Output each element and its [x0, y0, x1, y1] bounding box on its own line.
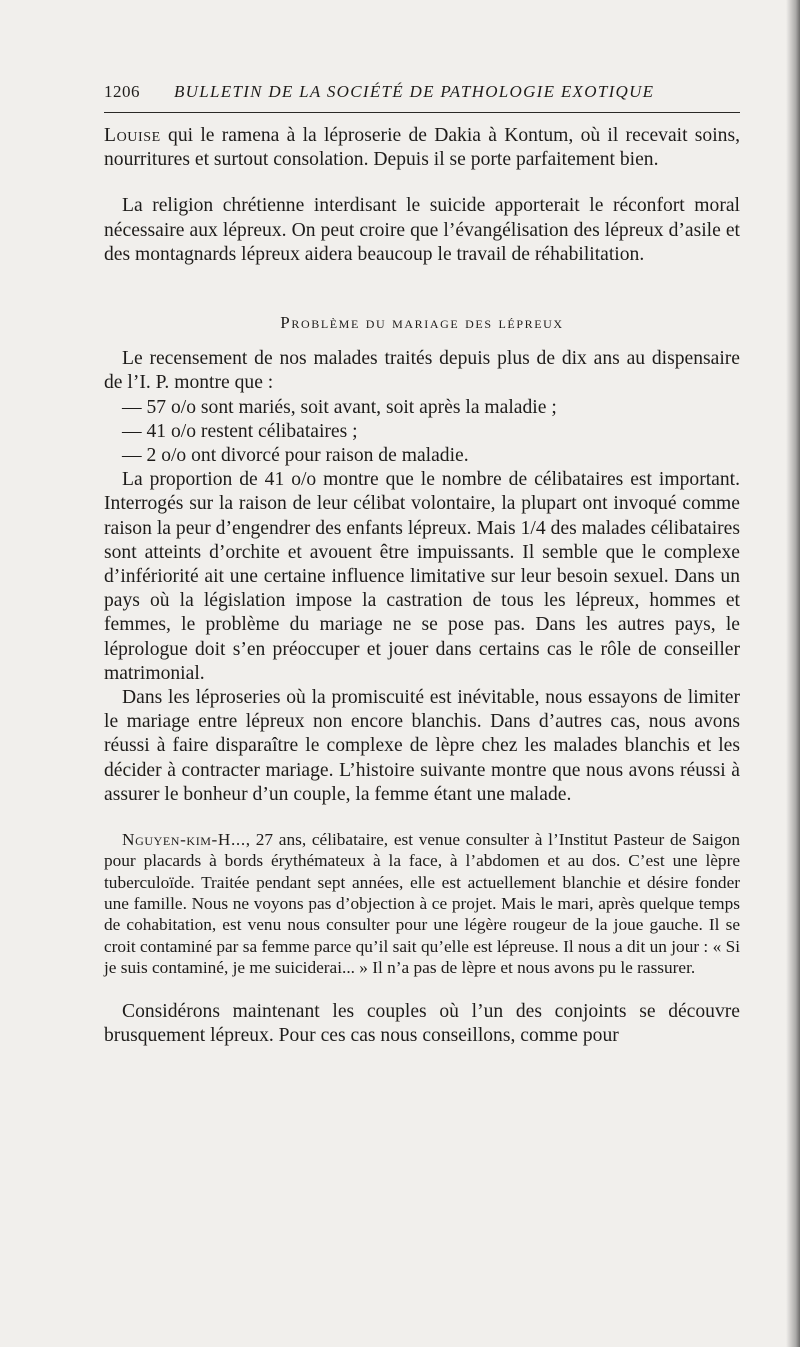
- running-header: [104, 80, 740, 106]
- header-rule: [104, 112, 740, 113]
- page-edge-shadow: [786, 0, 800, 1347]
- paragraph-census: Le recensement de nos malades traités depuis plus de dix ans au dispensaire de l’I. P. montre que :: [104, 348, 740, 394]
- paragraph-leproseries: Dans les léproseries où la promiscuité est inévitable, nous essayons de limiter le mariage entre lépreux non encore blanchis. Dans d’autres cas, nous avons réussi à faire disparaître le complexe de lèpre chez les malades blanchis et les décider à contracter mariage. L’histoire suivante montre que nous avons réussi à assurer le bonheur d’un couple, la femme étant une malade.: [104, 687, 740, 805]
- person-name: Louise: [104, 125, 161, 146]
- list-item: — 57 o/o sont mariés, soit avant, soit après la maladie ;: [122, 396, 557, 418]
- paragraph-religion: La religion chrétienne interdisant le suicide apporterait le réconfort moral nécessaire aux lépreux. On peut croire que l’évangélisation des lépreux d’asile et des montagnards lépreux aidera beaucoup le travail de réhabilitation.: [104, 195, 740, 265]
- list-item: — 2 o/o ont divorcé pour raison de maladie.: [122, 445, 469, 467]
- paragraph-proportion: La proportion de 41 o/o montre que le nombre de célibataires est important. Interrogés sur la raison de leur célibat volontaire, la plupart ont invoqué comme raison la peur d’engendrer des enfants lépreux. Mais 1/4 des malades célibataires sont atteints d’orchite et avouent être impuissants. Il semble que le complexe d’infériorité ait une certaine influence limitative sur leur besoin sexuel. Dans un pays où la législation impose la castration de tous les lépreux, hommes et femmes, le problème du mariage ne se pose pas. Dans les autres pays, le léprologue doit s’en préoccuper et jouer dans certains cas le rôle de conseiller matrimonial.: [104, 469, 740, 684]
- paragraph-louise: Louise qui le ramena à la léproserie de Dakia à Kontum, où il recevait soins, nourritures et surtout consolation. Depuis il se porte parfaitement bien.: [104, 125, 740, 171]
- journal-title: BULLETIN DE LA SOCIÉTÉ DE PATHOLOGIE EXOTIQUE: [174, 82, 655, 101]
- page-number: 1206: [104, 82, 140, 101]
- article-body: [104, 124, 740, 1049]
- paragraph-case-report: Nguyen-kim-H..., 27 ans, célibataire, est venue consulter à l’Institut Pasteur de Saigon pour placards à bords érythémateux à la face, à l’abdomen et au dos. C’est une lèpre tuberculoïde. Traitée pendant sept années, elle est actuellement blanchie et désire fonder une famille. Nous ne voyons pas d’objection à ce projet. Mais le mari, après quelque temps de cohabitation, est venu nous consulter pour une légère rougeur de la joue gauche. Il se croit contaminé par sa femme parce qu’il sait qu’elle est lépreuse. Il nous a dit un jour : « Si je suis contaminé, je me suiciderai... » Il n’a pas de lèpre et nous avons pu le rassurer.: [104, 830, 740, 977]
- paragraph-couples: Considérons maintenant les couples où l’un des conjoints se découvre brusquement lépreux. Pour ces cas nous conseillons, comme pour: [104, 1001, 740, 1047]
- section-heading: Problème du mariage des lépreux: [280, 313, 564, 333]
- list-item: — 41 o/o restent célibataires ;: [122, 420, 358, 442]
- patient-name: Nguyen-kim-H...: [122, 830, 246, 850]
